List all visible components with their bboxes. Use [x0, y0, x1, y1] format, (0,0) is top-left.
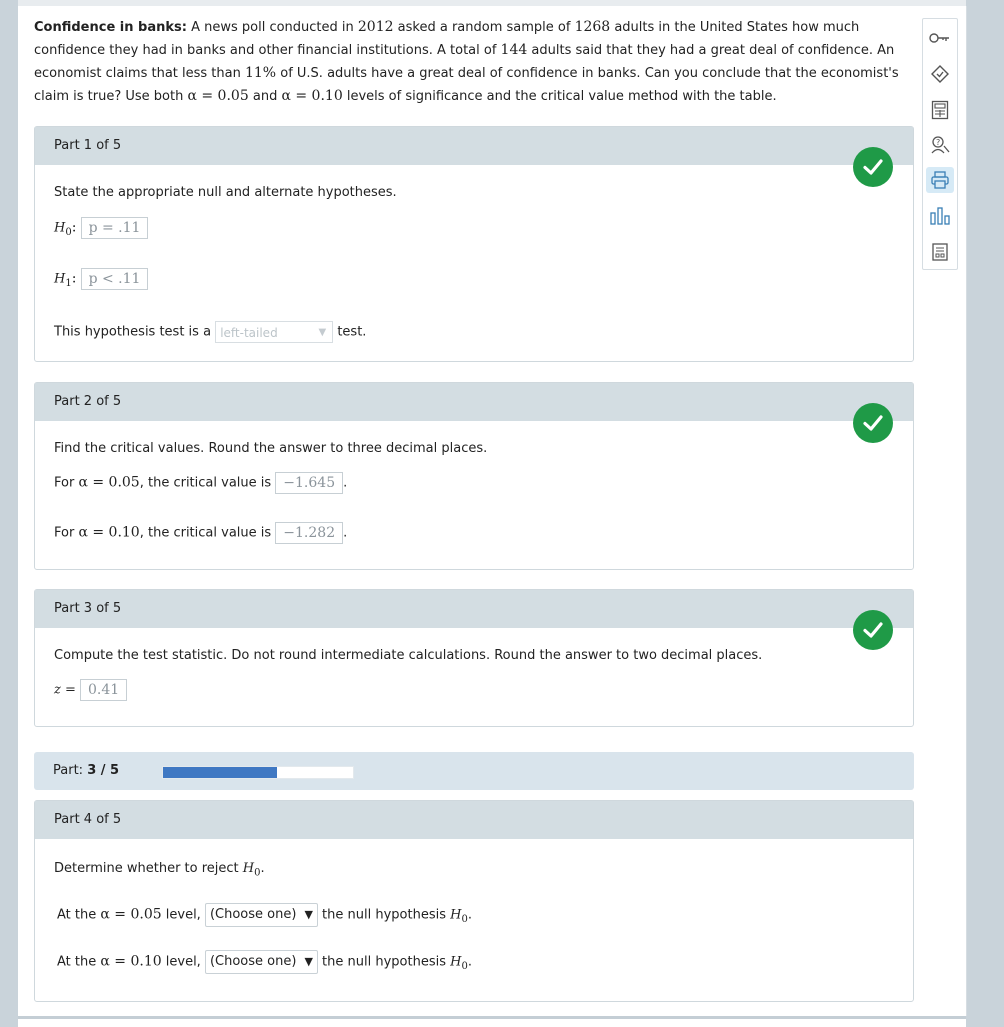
svg-text:?: ?	[936, 138, 941, 147]
part4-header: Part 4 of 5	[35, 801, 913, 839]
test-statistic-field[interactable]: 0.41	[80, 679, 127, 701]
printer-icon[interactable]	[926, 167, 954, 193]
part1-panel	[34, 126, 914, 362]
part2-header: Part 2 of 5	[35, 383, 913, 421]
part3-panel	[34, 589, 914, 727]
bottom-trim	[18, 1016, 966, 1027]
decision-select-005[interactable]: (Choose one) ▼	[205, 903, 318, 927]
decision-row-005: At the α = 0.05 level, (Choose one) ▼ the null hypothesis $H_0$.	[57, 903, 472, 927]
part1-header: Part 1 of 5	[35, 127, 913, 165]
progress-bar-fill	[163, 767, 277, 778]
correct-check-icon	[853, 147, 893, 187]
progress-count: 3 / 5	[87, 763, 120, 778]
question-title: Confidence in banks:	[34, 20, 187, 35]
part2-instruction: Find the critical values. Round the answer to three decimal places.	[54, 441, 488, 456]
tail-type-select[interactable]: left-tailed ▼	[215, 321, 333, 343]
decision-row-010: At the α = 0.10 level, (Choose one) ▼ the null hypothesis $H_0$.	[57, 950, 472, 974]
part1-instruction: State the appropriate null and alternate hypotheses.	[54, 185, 397, 200]
critical-value-005-field[interactable]: −1.645	[275, 472, 343, 494]
h1-answer-field[interactable]: p < .11	[81, 268, 149, 290]
part4-instruction: Determine whether to reject $H_0$.	[54, 861, 265, 879]
part3-instruction: Compute the test statistic. Do not round intermediate calculations. Round the answer to two decimal places.	[54, 648, 763, 663]
calculator-icon[interactable]	[926, 97, 954, 123]
part3-header: Part 3 of 5	[35, 590, 913, 628]
critical-value-row-010: For α = 0.10, the critical value is −1.282 .	[54, 522, 347, 544]
question-text: Confidence in banks: A news poll conducted in 2012 asked a random sample of 1268 adults in the United States how much confidence they had in banks and other financial institutions. A total of 144 adults said that they had a great deal of confidence. An economist claims that less than 11% of U.S. adults have a great deal of confidence in banks. Can you conclude that the economist's claim is true? Use both α = 0.05 and α = 0.10 levels of significance and the critical value method with the table.	[34, 19, 899, 104]
correct-check-icon	[853, 610, 893, 650]
dropdown-arrow-icon: ▼	[304, 955, 313, 968]
test-statistic-row: z = 0.41	[54, 679, 127, 701]
tail-row: This hypothesis test is a left-tailed ▼ test.	[54, 321, 366, 343]
notes-icon[interactable]	[926, 239, 954, 265]
decision-select-010[interactable]: (Choose one) ▼	[205, 950, 318, 974]
progress-bar	[162, 766, 354, 779]
checkmark-pen-icon[interactable]	[926, 61, 954, 87]
part-progress: Part: 3 / 5	[34, 752, 914, 790]
dropdown-arrow-icon: ▼	[304, 908, 313, 921]
h1-row: $H_1$: p < .11	[54, 268, 148, 290]
h0-answer-field[interactable]: p = .11	[81, 217, 149, 239]
part4-panel	[34, 800, 914, 1002]
critical-value-010-field[interactable]: −1.282	[275, 522, 343, 544]
key-icon[interactable]	[926, 25, 954, 51]
critical-value-row-005: For α = 0.05, the critical value is −1.645 .	[54, 472, 347, 494]
h0-row: $H_0$: p = .11	[54, 217, 148, 239]
help-person-icon[interactable]	[926, 131, 954, 157]
bar-chart-icon[interactable]	[926, 203, 954, 229]
problem-page	[18, 6, 967, 1016]
part2-panel	[34, 382, 914, 570]
correct-check-icon	[853, 403, 893, 443]
tools-toolbar	[922, 18, 958, 270]
dropdown-arrow-icon: ▼	[318, 327, 327, 338]
